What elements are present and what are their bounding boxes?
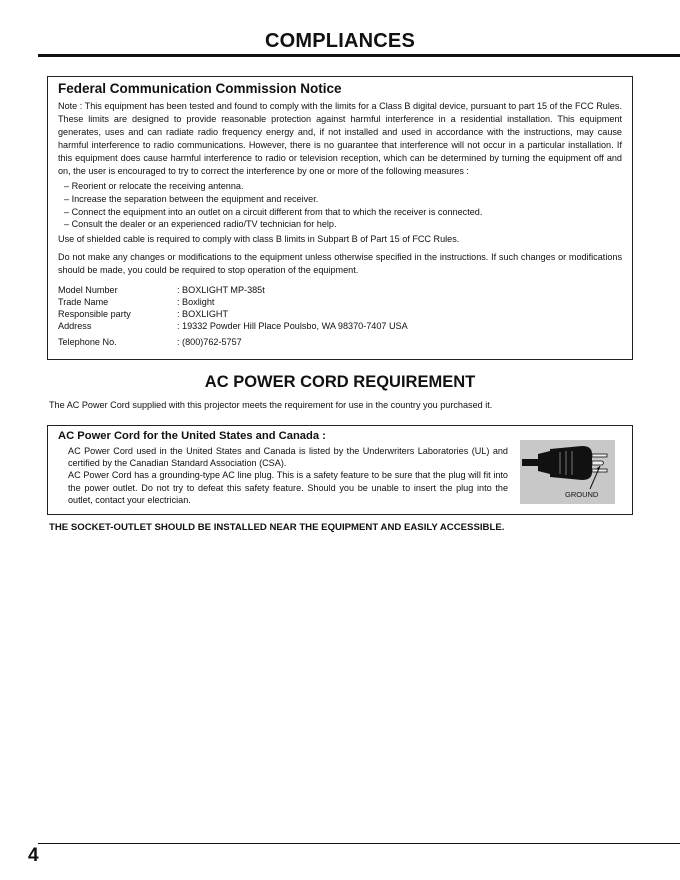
ac-power-title: AC POWER CORD REQUIREMENT [204,373,476,391]
shielded-cable-text: Use of shielded cable is required to comply with class B limits in Subpart B of Part 15 of FCC Rules. [58,233,460,244]
info-row [58,320,622,332]
power-cord-paragraph: AC Power Cord used in the United States and Canada is listed by the Underwriters Laboratories (UL) and certified by the Canadian Standard Association (CSA). [68,446,508,469]
page-number: 4 [28,845,39,866]
info-value: : BOXLIGHT [177,309,229,320]
power-cord-text [68,445,508,506]
changes-warning: Do not make any changes or modifications to the equipment unless otherwise specified in the instructions. If such changes or modifications should be made, you could be required to stop operation of the equipment. [58,251,622,275]
list-item: – Reorient or relocate the receiving antenna. [58,180,622,193]
info-label: Trade Name [58,296,109,307]
responsible-party-info [58,284,622,348]
info-label: Telephone No. [58,336,117,347]
fcc-note: Note : This equipment has been tested and found to comply with the limits for a Class B digital device, pursuant to part 15 of the FCC Rules. These limits are designed to provide reasonable protection against harmful interference in a residential installation. This equipment generates, uses and can radiate radio frequency energy and, if not installed and used in accordance with the instructions, may cause harmful interference to radio communications. However, there is no guarantee that interference will not occur in a particular installation. If this equipment does cause harmful interference to radio or television reception, which can be determined by turning the equipment off and on, the user is encouraged to try to correct the interference by one or more of the following measures : [58,101,622,176]
info-label: Responsible party [58,309,131,320]
ground-label: GROUND [565,490,599,499]
list-item: – Consult the dealer or an experienced radio/TV technician for help. [58,218,622,231]
footer-rule [38,843,680,844]
fcc-notice-box [47,76,633,360]
measures-list [58,180,622,230]
power-cord-heading: AC Power Cord for the United States and Canada : [58,430,326,442]
info-value: : BOXLIGHT MP-385t [177,284,265,295]
info-value: : (800)762-5757 [177,336,242,347]
socket-outlet-note: THE SOCKET-OUTLET SHOULD BE INSTALLED NEAR THE EQUIPMENT AND EASILY ACCESSIBLE. [49,522,505,533]
fcc-heading: Federal Communication Commission Notice [58,81,342,96]
info-value: : Boxlight [177,296,215,307]
info-label: Model Number [58,284,118,295]
ac-power-intro: The AC Power Cord supplied with this projector meets the requirement for use in the country you purchased it. [49,400,493,410]
plug-illustration [520,440,615,504]
info-row [58,336,622,348]
info-row [58,284,622,296]
info-label: Address [58,321,92,332]
page-title: COMPLIANCES [265,30,415,52]
info-value: : 19332 Powder Hill Place Poulsbo, WA 98370-7407 USA [177,321,408,332]
list-item: – Increase the separation between the equipment and receiver. [58,193,622,206]
info-row [58,308,622,320]
list-item: – Connect the equipment into an outlet on a circuit different from that to which the receiver is connected. [58,206,622,219]
power-cord-box [47,425,633,515]
title-rule [38,54,680,57]
info-row [58,296,622,308]
power-cord-paragraph: AC Power Cord has a grounding-type AC line plug. This is a safety feature to be sure that the plug will fit into the power outlet. Do not try to defeat this safety feature. Should you be unable to insert the plug into the outlet, contact your electrician. [68,470,508,505]
